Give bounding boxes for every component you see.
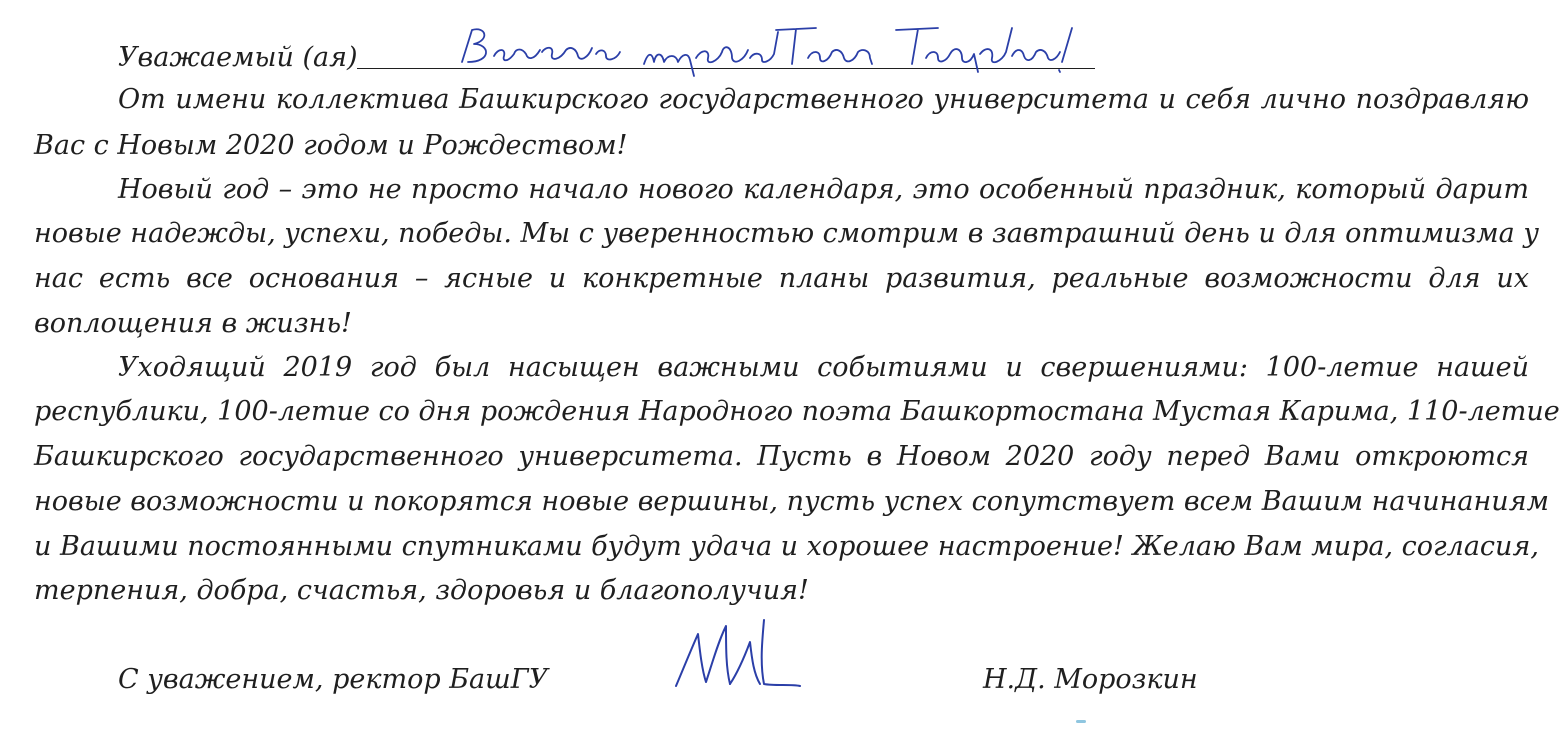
paragraph-3-line-6: терпения, добра, счастья, здоровья и благополучия! — [34, 575, 809, 606]
paragraph-3-line-1: Уходящий 2019 год был насыщен важными событиями и свершениями: 100-летие нашей — [118, 352, 1529, 383]
paragraph-2-line-1: Новый год – это не просто начало нового календаря, это особенный праздник, который дарит — [118, 174, 1529, 205]
paragraph-3-line-3: Башкирского государственного университета. Пусть в Новом 2020 году перед Вами откроются — [34, 441, 1529, 472]
signature — [668, 612, 818, 702]
paragraph-3-line-4: новые возможности и покорятся новые вершины, пусть успех сопутствует всем Вашим начинаниям — [34, 486, 1549, 517]
salutation: Уважаемый (ая) — [118, 42, 358, 73]
paragraph-2-line-4: воплощения в жизнь! — [34, 308, 352, 339]
paragraph-2-line-2: новые надежды, успехи, победы. Мы с уверенностью смотрим в завтрашний день и для оптимизма у — [34, 218, 1539, 249]
signer-name: Н.Д. Морозкин — [983, 664, 1198, 695]
closing-text: С уважением, ректор БашГУ — [118, 664, 549, 695]
ink-speck — [1076, 720, 1086, 723]
paragraph-1-line-1: От имени коллектива Башкирского государственного университета и себя лично поздравляю — [118, 84, 1529, 115]
paragraph-2-line-3: нас есть все основания – ясные и конкретные планы развития, реальные возможности для их — [34, 263, 1529, 294]
paragraph-3-line-5: и Вашими постоянными спутниками будут удача и хорошее настроение! Желаю Вам мира, согласия, — [34, 531, 1539, 562]
paragraph-3-line-2: республики, 100-летие со дня рождения Народного поэта Башкортостана Мустая Карима, 110-летие — [34, 396, 1560, 427]
handwritten-addressee — [456, 22, 1096, 82]
paragraph-1-line-2: Вас с Новым 2020 годом и Рождеством! — [34, 130, 628, 161]
